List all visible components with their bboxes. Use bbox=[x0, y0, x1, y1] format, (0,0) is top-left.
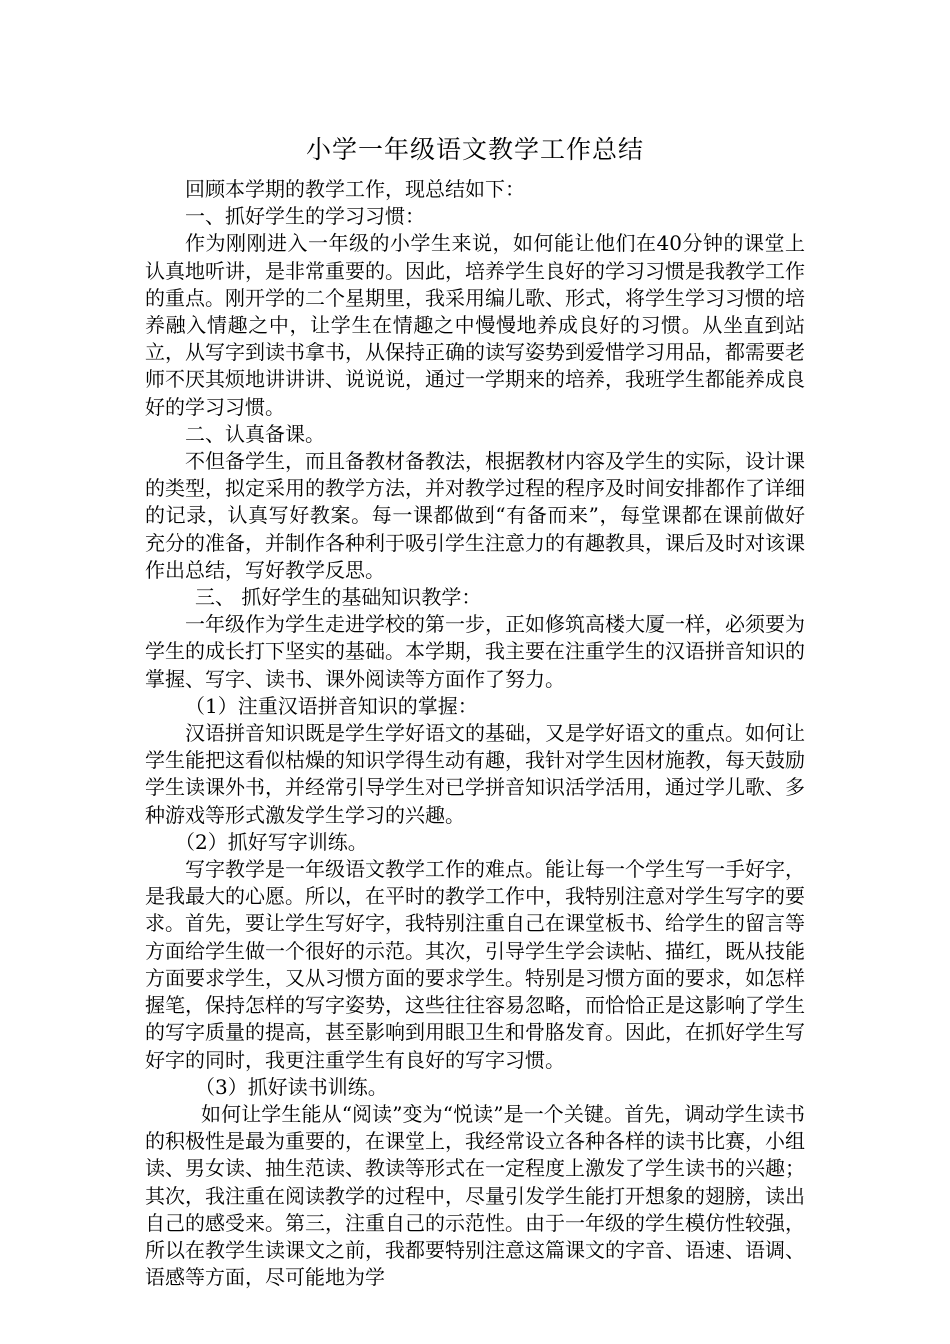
section-paragraph-2: 不但备学生，而且备教材备教法，根据教材内容及学生的实际，设计课的类型，拟定采用的教学方法，并对教学过程的程序及时间安排都作了详细的记录，认真写好教案。每一课都做到“有备而来”，每堂课都在课前做好充分的准备，并制作各种利于吸引学生注意力的有趣教具，课后及时对该课作出总结，写好教学反思。 bbox=[145, 449, 805, 582]
subsection-heading-3: （3）抓好读书训练。 bbox=[195, 1074, 388, 1099]
subsection-heading-2: （2）抓好写字训练。 bbox=[175, 829, 368, 854]
subsection-paragraph-3: 如何让学生能从“阅读”变为“悦读”是一个关键。首先，调动学生读书的积极性是最为重要的，在课堂上，我经常设立各种各样的读书比赛，小组读、男女读、抽生范读、教读等形式在一定程度上激发了学生读书的兴趣；其次，我注重在阅读教学的过程中，尽量引发学生能打开想象的翅膀，读出自己的感受来。第三，注重自己的示范性。由于一年级的学生模仿性较强，所以在教学生读课文之前，我都要特别注意这篇课文的字音、语速、语调、语感等方面，尽可能地为学 bbox=[145, 1101, 805, 1290]
subsection-paragraph-1: 汉语拼音知识既是学生学好语文的基础，又是学好语文的重点。如何让学生能把这看似枯燥的知识学得生动有趣，我针对学生因材施教，每天鼓励学生读课外书，并经常引导学生对已学拼音知识活学活用，通过学儿歌、多种游戏等形式激发学生学习的兴趣。 bbox=[145, 721, 805, 827]
section-heading-3: 三、 抓好学生的基础知识教学： bbox=[195, 585, 482, 610]
document-page bbox=[145, 130, 805, 1291]
section-heading-2: 二、认真备课。 bbox=[185, 421, 325, 446]
subsection-heading-1: （1）注重汉语拼音知识的掌握： bbox=[185, 693, 478, 718]
document-title: 小学一年级语文教学工作总结 bbox=[305, 135, 644, 164]
intro-paragraph: 回顾本学期的教学工作，现总结如下： bbox=[185, 177, 525, 201]
section-paragraph-1: 作为刚刚进入一年级的小学生来说，如何能让他们在40分钟的课堂上认真地听讲，是非常重要的。因此，培养学生良好的学习习惯是我教学工作的重点。刚开学的二个星期里，我采用编儿歌、形式，将学生学习习惯的培养融入情趣之中，让学生在情趣之中慢慢地养成良好的习惯。从坐直到站立，从写字到读书拿书，从保持正确的读写姿势到爱惜学习用品，都需要老师不厌其烦地讲讲讲、说说说，通过一学期来的培养，我班学生都能养成良好的学习习惯。 bbox=[145, 231, 805, 419]
section-heading-1: 一、抓好学生的学习习惯： bbox=[185, 204, 425, 229]
section-paragraph-3: 一年级作为学生走进学校的第一步，正如修筑高楼大厦一样，必须要为学生的成长打下坚实的基础。本学期，我主要在注重学生的汉语拼音知识的掌握、写字、读书、课外阅读等方面作了努力。 bbox=[145, 612, 805, 691]
subsection-paragraph-2: 写字教学是一年级语文教学工作的难点。能让每一个学生写一手好字，是我最大的心愿。所以，在平时的教学工作中，我特别注意对学生写字的要求。首先，要让学生写好字，我特别注重自己在课堂板书、给学生的留言等方面给学生做一个很好的示范。其次，引导学生学会读帖、描红，既从技能方面要求学生，又从习惯方面的要求学生。特别是习惯方面的要求，如怎样握笔，保持怎样的写字姿势，这些往往容易忽略，而恰恰正是这影响了学生的写字质量的提高，甚至影响到用眼卫生和骨胳发育。因此，在抓好学生写好字的同时，我更注重学生有良好的写字习惯。 bbox=[145, 857, 805, 1072]
